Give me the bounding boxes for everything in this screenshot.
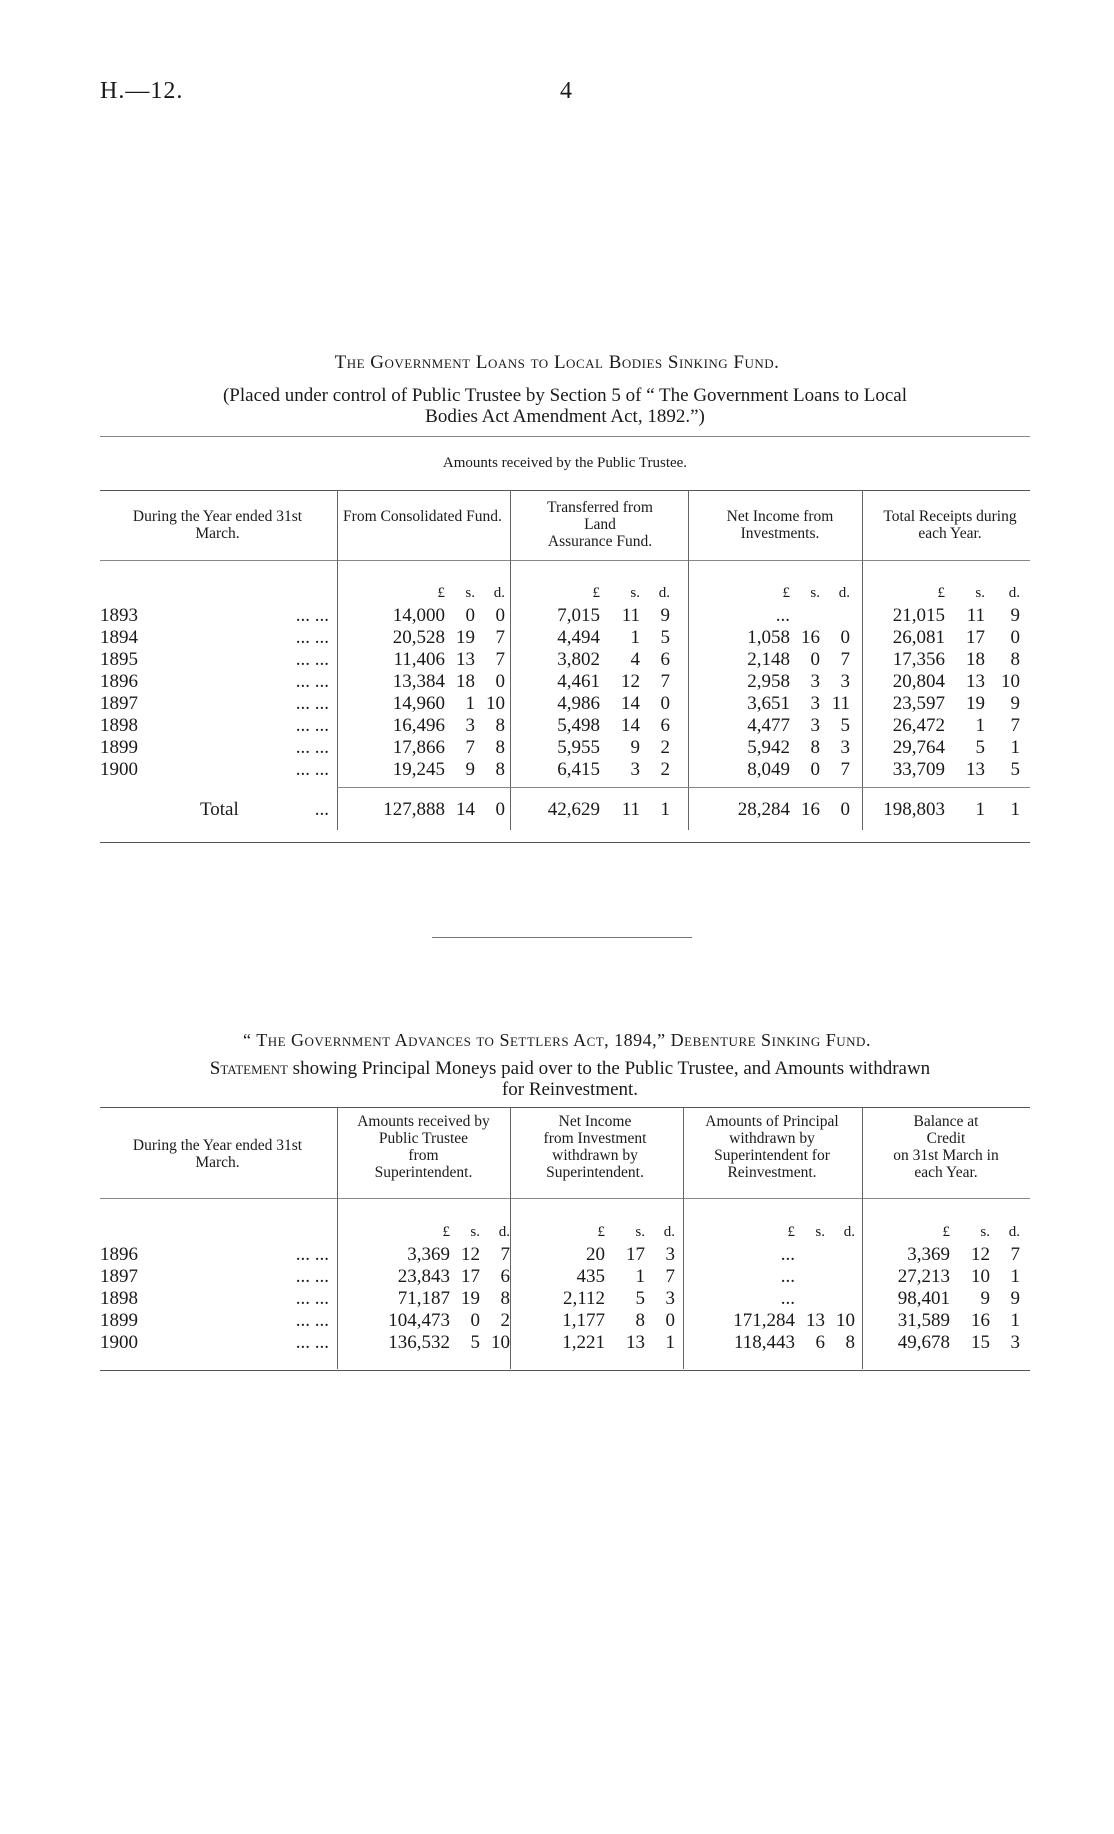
leader-dots: ... ... — [295, 1265, 329, 1287]
shillings-cell: 3 — [810, 670, 820, 692]
pence-cell: 10 — [836, 1309, 855, 1331]
shillings-cell: 16 — [971, 1309, 990, 1331]
shillings-cell: 1 — [465, 692, 475, 714]
table2-col-net-income — [510, 1113, 680, 1181]
pence-cell: 10 — [486, 692, 505, 714]
pence-cell: 0 — [495, 670, 505, 692]
year-cell: 1900 — [100, 1331, 138, 1353]
pence-cell: 2 — [660, 758, 670, 780]
pence-cell: 1 — [665, 1331, 675, 1353]
shillings-cell: 0 — [810, 648, 820, 670]
document-reference: H.—12. — [100, 78, 184, 104]
colhead-line: Superintendent. — [374, 1164, 473, 1181]
colhead-line: from — [408, 1147, 439, 1164]
pounds-cell: 17,866 — [392, 736, 445, 758]
table2-title-fund: Debenture Sinking Fund. — [670, 1030, 871, 1050]
year-cell: 1899 — [100, 1309, 138, 1331]
colhead-line: withdrawn by — [552, 1147, 638, 1164]
pence-cell: 8 — [495, 736, 505, 758]
unit-shilling: s. — [815, 1224, 825, 1241]
unit-shilling: s. — [980, 1224, 990, 1241]
colhead-line: Reinvestment. — [727, 1164, 817, 1181]
pounds-cell: 13,384 — [392, 670, 445, 692]
table2-subtitle-line1: showing Principal Moneys paid over to the Public Trustee, and Amounts withdrawn — [287, 1058, 931, 1079]
shillings-cell — [795, 1288, 825, 1310]
unit-shilling: s. — [975, 585, 985, 602]
unit-pence: d. — [493, 585, 505, 602]
shillings-cell: 18 — [456, 670, 475, 692]
unit-pence: d. — [658, 585, 670, 602]
table1-subtitle — [100, 385, 1030, 427]
table1-units-row — [100, 583, 1020, 605]
pounds-cell: 4,986 — [557, 692, 600, 714]
leader-dots: ... ... — [295, 1309, 329, 1331]
pence-cell: 0 — [665, 1309, 675, 1331]
leader-dots: ... ... — [295, 670, 329, 692]
pounds-cell: 2,112 — [562, 1287, 605, 1309]
leader-dots: ... ... — [295, 1243, 329, 1265]
pence-cell: 9 — [1010, 604, 1020, 626]
pounds-cell: 17,356 — [892, 648, 945, 670]
pence-cell: 10 — [1001, 670, 1020, 692]
pence-cell: 5 — [1010, 758, 1020, 780]
pounds-cell: 3,369 — [407, 1243, 450, 1265]
pence-cell: 0 — [660, 692, 670, 714]
leader-dots: ... ... — [295, 1287, 329, 1309]
total-label-cell — [180, 799, 337, 821]
unit-pound: £ — [442, 1224, 450, 1241]
table1-bottom-rule — [100, 842, 1030, 843]
pounds-cell: 3,802 — [557, 648, 600, 670]
pence-cell: 2 — [500, 1309, 510, 1331]
pence-cell — [825, 1244, 855, 1266]
shillings-cell: 4 — [630, 648, 640, 670]
table1-col-year: During the Year ended 31st March. — [132, 508, 303, 542]
shillings-cell: 1 — [630, 626, 640, 648]
colhead-line: Amounts received by — [357, 1113, 490, 1130]
pounds-cell: 171,284 — [733, 1309, 795, 1331]
shillings-cell: 3 — [465, 714, 475, 736]
table1-col-land-assurance — [515, 499, 685, 550]
pounds-cell: 29,764 — [892, 736, 945, 758]
leader-dots: ... ... — [295, 604, 329, 626]
pounds-cell: 14,960 — [392, 692, 445, 714]
shillings-cell: 3 — [810, 714, 820, 736]
pence-cell: 3 — [840, 736, 850, 758]
unit-pence: d. — [1008, 585, 1020, 602]
colhead-line: Amounts of Principal — [705, 1113, 839, 1130]
table2-colhead-rule — [100, 1198, 1030, 1199]
year-cell: 1896 — [100, 670, 138, 692]
year-cell: 1900 — [100, 758, 138, 780]
unit-pound: £ — [787, 1224, 795, 1241]
table-row — [100, 671, 1020, 693]
table1-col-consolidated: From Consolidated Fund. — [343, 508, 502, 525]
shillings-cell: 13 — [966, 758, 985, 780]
shillings-cell — [795, 1244, 825, 1266]
unit-shilling: s. — [465, 585, 475, 602]
pounds-cell: 1,058 — [747, 626, 790, 648]
pence-cell: 0 — [840, 626, 850, 648]
shillings-cell: 8 — [810, 736, 820, 758]
pounds-cell: 7,015 — [557, 604, 600, 626]
pounds-cell: 127,888 — [383, 798, 445, 820]
shillings-cell: 0 — [470, 1309, 480, 1331]
pence-cell: 7 — [1010, 1243, 1020, 1265]
shillings-cell: 11 — [621, 604, 640, 626]
pence-cell: 1 — [1010, 1265, 1020, 1287]
shillings-cell: 13 — [456, 648, 475, 670]
pence-cell — [825, 1266, 855, 1288]
colhead-line: Public Trustee — [378, 1130, 469, 1147]
shillings-cell: 10 — [971, 1265, 990, 1287]
pounds-cell: 49,678 — [897, 1331, 950, 1353]
shillings-cell: 18 — [966, 648, 985, 670]
pounds-cell: 5,498 — [557, 714, 600, 736]
unit-shilling: s. — [630, 585, 640, 602]
colhead-line: from Investment — [543, 1130, 647, 1147]
pence-cell: 1 — [1010, 1309, 1020, 1331]
shillings-cell: 13 — [806, 1309, 825, 1331]
shillings-cell: 7 — [465, 736, 475, 758]
shillings-cell: 3 — [630, 758, 640, 780]
year-cell: 1898 — [100, 1287, 138, 1309]
table2-col-balance — [862, 1113, 1030, 1181]
shillings-cell: 14 — [621, 714, 640, 736]
pounds-cell: 31,589 — [897, 1309, 950, 1331]
unit-shilling: s. — [470, 1224, 480, 1241]
shillings-cell: 9 — [630, 736, 640, 758]
table-row — [100, 693, 1020, 715]
shillings-cell: 6 — [815, 1331, 825, 1353]
pence-cell: 7 — [660, 670, 670, 692]
pence-cell: 1 — [1010, 736, 1020, 758]
pounds-cell: 2,958 — [747, 670, 790, 692]
year-cell: 1893 — [100, 604, 138, 626]
pence-cell: 10 — [491, 1331, 510, 1353]
pounds-cell: ... — [780, 1243, 795, 1265]
shillings-cell: 12 — [971, 1243, 990, 1265]
colhead-line: Superintendent for — [714, 1147, 830, 1164]
year-cell: 1896 — [100, 1243, 138, 1265]
page-number: 4 — [560, 78, 572, 104]
table2-units-row — [100, 1222, 1020, 1244]
table1-subtitle-line1: (Placed under control of Public Trustee by Section 5 of “ The Government Loans to Local — [222, 385, 908, 406]
shillings-cell: 17 — [626, 1243, 645, 1265]
shillings-cell: 12 — [461, 1243, 480, 1265]
table2-header-rule — [100, 1107, 1030, 1108]
pounds-cell: 3,651 — [747, 692, 790, 714]
pence-cell: 1 — [1010, 798, 1020, 820]
pence-cell: 3 — [1010, 1331, 1020, 1353]
table1-total-rule — [337, 787, 1030, 788]
pounds-cell: 1,177 — [562, 1309, 605, 1331]
table2-subtitle — [100, 1058, 1040, 1100]
shillings-cell: 19 — [966, 692, 985, 714]
pence-cell: 8 — [500, 1287, 510, 1309]
year-cell: 1898 — [100, 714, 138, 736]
pence-cell: 7 — [840, 758, 850, 780]
shillings-cell: 1 — [975, 798, 985, 820]
pounds-cell: 42,629 — [547, 798, 600, 820]
table1-body — [100, 583, 1020, 821]
leader-dots: ... ... — [295, 758, 329, 780]
shillings-cell: 12 — [621, 670, 640, 692]
shillings-cell: 1 — [635, 1265, 645, 1287]
unit-pence: d. — [838, 585, 850, 602]
pence-cell: 7 — [495, 648, 505, 670]
shillings-cell: 9 — [465, 758, 475, 780]
year-cell: 1895 — [100, 648, 138, 670]
pence-cell — [825, 1288, 855, 1310]
unit-pence: d. — [663, 1224, 675, 1241]
table1-colhead-rule — [100, 560, 1030, 561]
pence-cell: 6 — [660, 648, 670, 670]
table2-subtitle-line2: for Reinvestment. — [501, 1079, 639, 1100]
shillings-cell: 14 — [621, 692, 640, 714]
leader-dots: ... ... — [295, 1331, 329, 1353]
pence-cell: 7 — [495, 626, 505, 648]
pence-cell: 11 — [831, 692, 850, 714]
shillings-cell: 19 — [456, 626, 475, 648]
table2-bottom-rule — [100, 1370, 1030, 1371]
shillings-cell: 3 — [810, 692, 820, 714]
colhead-line: Balance at — [913, 1113, 979, 1130]
table-row — [100, 1266, 1020, 1288]
pence-cell: 9 — [660, 604, 670, 626]
pence-cell: 8 — [495, 758, 505, 780]
pence-cell: 3 — [665, 1287, 675, 1309]
pounds-cell: 104,473 — [388, 1309, 450, 1331]
pence-cell: 0 — [1010, 626, 1020, 648]
pence-cell: 0 — [495, 798, 505, 820]
pounds-cell: 26,081 — [892, 626, 945, 648]
unit-pound: £ — [942, 1224, 950, 1241]
year-cell: 1899 — [100, 736, 138, 758]
pounds-cell: 3,369 — [907, 1243, 950, 1265]
table-row — [100, 627, 1020, 649]
table1-col-land-line1: Transferred from — [547, 499, 653, 516]
pounds-cell: 19,245 — [392, 758, 445, 780]
pence-cell: 1 — [660, 798, 670, 820]
table-row — [100, 1244, 1020, 1266]
shillings-cell: 17 — [966, 626, 985, 648]
unit-pence: d. — [1008, 1224, 1020, 1241]
colhead-line: withdrawn by — [729, 1130, 815, 1147]
shillings-cell: 15 — [971, 1331, 990, 1353]
pounds-cell: 23,597 — [892, 692, 945, 714]
shillings-cell: 0 — [465, 604, 475, 626]
unit-pound: £ — [592, 585, 600, 602]
shillings-cell: 1 — [975, 714, 985, 736]
table1-col-total-receipts: Total Receipts during each Year. — [883, 508, 1017, 542]
spacer-row — [100, 781, 1020, 799]
table1-col-net-income: Net Income from Investments. — [726, 508, 834, 542]
pounds-cell: 14,000 — [392, 604, 445, 626]
table-row — [100, 737, 1020, 759]
shillings-cell: 16 — [801, 626, 820, 648]
pence-cell: 0 — [840, 798, 850, 820]
pence-cell: 5 — [660, 626, 670, 648]
pounds-cell: 20,528 — [392, 626, 445, 648]
colhead-line: Superintendent. — [546, 1164, 644, 1181]
table-row — [100, 1310, 1020, 1332]
pounds-cell: 21,015 — [892, 604, 945, 626]
pounds-cell: 435 — [576, 1265, 605, 1287]
shillings-cell: 11 — [621, 798, 640, 820]
pounds-cell: 98,401 — [897, 1287, 950, 1309]
shillings-cell: 14 — [456, 798, 475, 820]
pence-cell: 7 — [840, 648, 850, 670]
unit-pound: £ — [937, 585, 945, 602]
pounds-cell: 5,942 — [747, 736, 790, 758]
section-divider — [432, 937, 692, 938]
shillings-cell: 8 — [635, 1309, 645, 1331]
pounds-cell: 28,284 — [737, 798, 790, 820]
pounds-cell: 136,532 — [388, 1331, 450, 1353]
table-row — [100, 759, 1020, 781]
pounds-cell: 4,477 — [747, 714, 790, 736]
pounds-cell: 6,415 — [557, 758, 600, 780]
shillings-cell: 16 — [801, 798, 820, 820]
table1-total-row — [100, 799, 1020, 821]
table1-header-rule — [100, 490, 1030, 491]
pounds-cell: 16,496 — [392, 714, 445, 736]
pence-cell: 6 — [500, 1265, 510, 1287]
year-cell: 1897 — [100, 1265, 138, 1287]
leader-dots: ... — [314, 798, 329, 820]
pence-cell: 6 — [660, 714, 670, 736]
pounds-cell: 198,803 — [883, 798, 945, 820]
pence-cell: 3 — [665, 1243, 675, 1265]
pounds-cell: 33,709 — [892, 758, 945, 780]
leader-dots: ... ... — [295, 714, 329, 736]
pence-cell: 8 — [845, 1331, 855, 1353]
table1-col-land-line2: Land — [584, 516, 616, 533]
pence-cell: 9 — [1010, 1287, 1020, 1309]
unit-pence: d. — [843, 1224, 855, 1241]
pence-cell: 9 — [1010, 692, 1020, 714]
shillings-cell: 11 — [966, 604, 985, 626]
year-cell: 1897 — [100, 692, 138, 714]
table1-top-rule — [100, 436, 1030, 437]
table1-subtitle-line2: Bodies Act Amendment Act, 1892.”) — [425, 406, 705, 427]
year-cell: 1894 — [100, 626, 138, 648]
colhead-line: on 31st March in — [893, 1147, 999, 1164]
pounds-cell: 4,494 — [557, 626, 600, 648]
pounds-cell: 5,955 — [557, 736, 600, 758]
table2-col-year: During the Year ended 31st March. — [132, 1137, 303, 1171]
table-row — [100, 1332, 1020, 1354]
table2-col-amounts-received — [337, 1113, 510, 1181]
unit-pound: £ — [782, 585, 790, 602]
pounds-cell: 4,461 — [557, 670, 600, 692]
total-label: Total — [199, 798, 239, 820]
leader-dots: ... ... — [295, 626, 329, 648]
table-row — [100, 715, 1020, 737]
shillings-cell — [790, 605, 820, 627]
pounds-cell: 27,213 — [897, 1265, 950, 1287]
pounds-cell: 8,049 — [747, 758, 790, 780]
pounds-cell: 1,221 — [562, 1331, 605, 1353]
unit-pence: d. — [498, 1224, 510, 1241]
pounds-cell: ... — [780, 1287, 795, 1309]
unit-pound: £ — [597, 1224, 605, 1241]
table2-body — [100, 1222, 1020, 1354]
shillings-cell: 13 — [626, 1331, 645, 1353]
pounds-cell: 23,843 — [397, 1265, 450, 1287]
pounds-cell: 71,187 — [397, 1287, 450, 1309]
shillings-cell: 5 — [470, 1331, 480, 1353]
pence-cell: 5 — [840, 714, 850, 736]
colhead-line: each Year. — [914, 1164, 978, 1181]
pounds-cell: ... — [775, 604, 790, 626]
shillings-cell: 13 — [966, 670, 985, 692]
pounds-cell: 11,406 — [393, 648, 445, 670]
unit-shilling: s. — [810, 585, 820, 602]
table2-col-principal-withdrawn — [683, 1113, 861, 1181]
table2-title-act: “ The Government Advances to Settlers Act, 1894,” — [243, 1030, 671, 1050]
pounds-cell: ... — [780, 1265, 795, 1287]
table1-caption: Amounts received by the Public Trustee. — [442, 455, 688, 471]
shillings-cell: 9 — [980, 1287, 990, 1309]
pounds-cell: 26,472 — [892, 714, 945, 736]
pounds-cell: 20 — [586, 1243, 605, 1265]
leader-dots: ... ... — [295, 736, 329, 758]
table1-col-land-line3: Assurance Fund. — [547, 533, 653, 550]
colhead-line: Net Income — [558, 1113, 632, 1130]
pence-cell — [820, 605, 850, 627]
shillings-cell: 5 — [635, 1287, 645, 1309]
pounds-cell: 2,148 — [747, 648, 790, 670]
pence-cell: 7 — [665, 1265, 675, 1287]
pence-cell: 0 — [495, 604, 505, 626]
table-row — [100, 605, 1020, 627]
table2-title — [0, 1030, 1114, 1051]
pounds-cell: 20,804 — [892, 670, 945, 692]
shillings-cell: 17 — [461, 1265, 480, 1287]
leader-dots: ... ... — [295, 692, 329, 714]
table-row — [100, 1288, 1020, 1310]
table2-subtitle-statement: Statement — [209, 1058, 288, 1079]
table1-title: The Government Loans to Local Bodies Sinking Fund. — [334, 352, 780, 373]
shillings-cell: 0 — [810, 758, 820, 780]
shillings-cell — [795, 1266, 825, 1288]
unit-shilling: s. — [635, 1224, 645, 1241]
pence-cell: 7 — [1010, 714, 1020, 736]
unit-pound: £ — [437, 585, 445, 602]
leader-dots: ... ... — [295, 648, 329, 670]
pence-cell: 2 — [660, 736, 670, 758]
pence-cell: 3 — [840, 670, 850, 692]
colhead-line: Credit — [926, 1130, 966, 1147]
pounds-cell: 118,443 — [733, 1331, 795, 1353]
pence-cell: 8 — [1010, 648, 1020, 670]
pence-cell: 8 — [495, 714, 505, 736]
shillings-cell: 19 — [461, 1287, 480, 1309]
pence-cell: 7 — [500, 1243, 510, 1265]
shillings-cell: 5 — [975, 736, 985, 758]
table-row — [100, 649, 1020, 671]
